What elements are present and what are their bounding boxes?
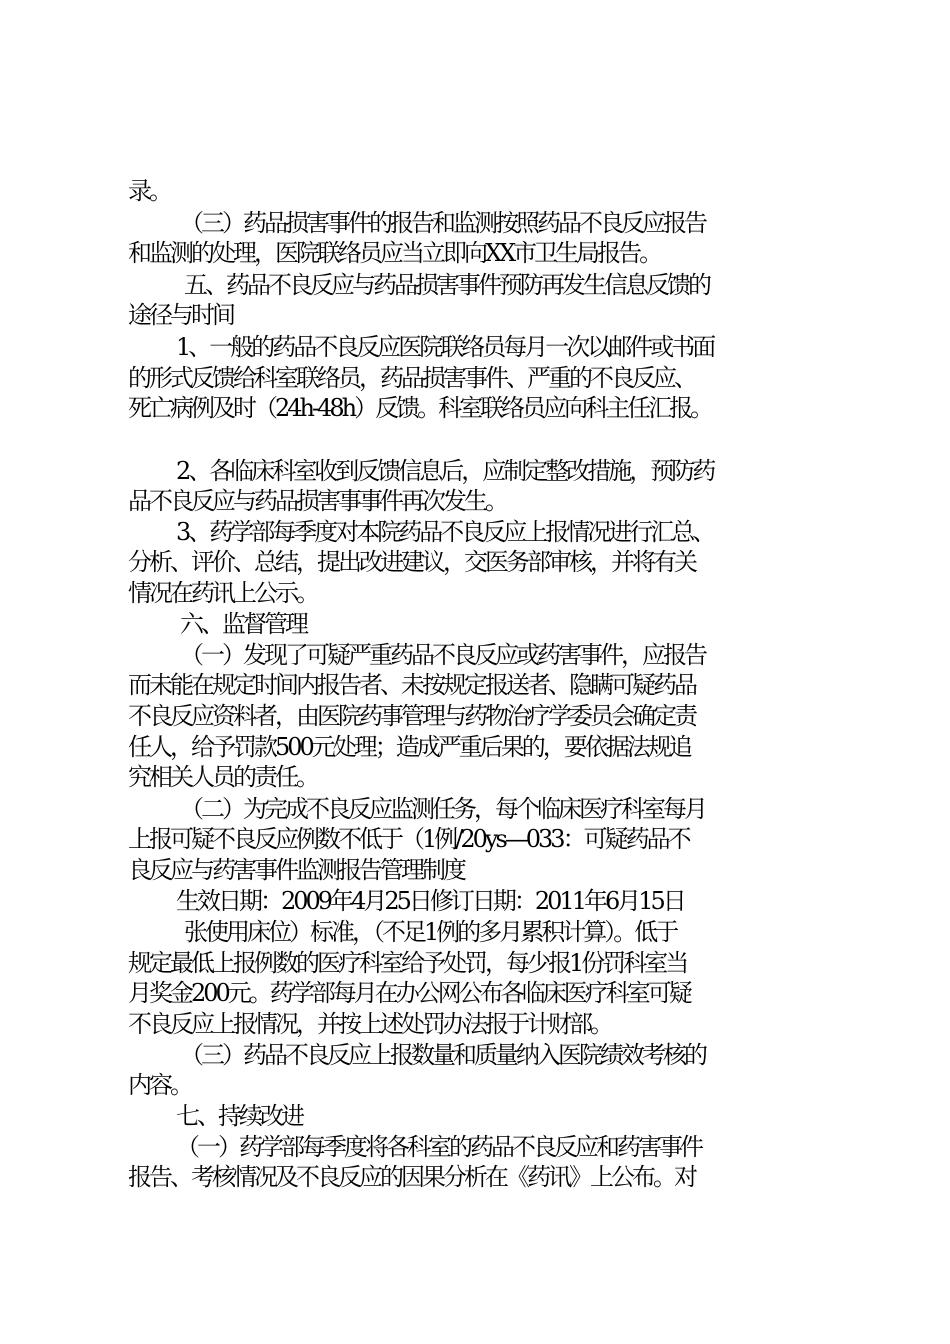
text-line: 不良反应资料者，由医院药事管理与药物治疗学委员会确定责 [128,702,695,730]
text-line: 录。 [128,177,170,205]
text-line: 的形式反馈给科室联络员，药品损害事件、严重的不良反应、 [128,364,695,392]
text-line: 究相关人员的责任。 [128,763,317,791]
text-line: （三）药品损害事件的报告和监测按照药品不良反应报告 [180,209,705,237]
text-line: 品不良反应与药品损害事事件再次发生。 [128,487,506,515]
text-line: 2、各临床科室收到反馈信息后，应制定整改措施，预防药 [176,457,714,485]
text-line: 死亡病例及时（24h-48h）反馈。科室联络员应向科主任汇报。 [128,394,712,422]
section-heading: 七、持续改进 [176,1102,302,1130]
text-line: 1、一般的药品不良反应医院联络员每月一次以邮件或书面 [176,333,714,361]
text-line: （一）发现了可疑严重药品不良反应或药害事件，应报告 [180,641,705,669]
text-line: 任人，给予罚款500元处理；造成严重后果的，要依据法规追 [128,733,690,761]
text-line: 3、药学部每季度对本院药品不良反应上报情况进行汇总、 [176,518,714,546]
text-line: 不良反应上报情况，并按上述处罚办法报于计财部。 [128,1010,611,1038]
section-heading: 五、药品不良反应与药品损害事件预防再发生信息反馈的 [184,271,709,299]
text-line: 报告、考核情况及不良反应的因果分析在《药讯》上公布。对 [128,1163,695,1191]
text-line: 上报可疑不良反应例数不低于（1例/20ys—033：可疑药品不 [128,825,689,853]
text-line: 内容。 [128,1071,191,1099]
text-line: 分析、评价、总结，提出改进建议，交医务部审核，并将有关 [128,548,695,576]
section-heading: 六、监督管理 [180,610,306,638]
text-line: 而未能在规定时间内报告者、未按规定报送者、隐瞒可疑药品 [128,671,695,699]
text-line: 张使用床位）标准，（不足1例的多月累积计算）。低于 [184,918,677,946]
text-line: （二）为完成不良反应监测任务，每个临床医疗科室每月 [180,795,705,823]
text-line: 月奖金200元。药学部每月在办公网公布各临床医疗科室可疑 [128,979,690,1007]
text-line: （一）药学部每季度将各科室的药品不良反应和药害事件 [176,1133,701,1161]
effective-date-line: 生效日期：2009年4月25日修订日期：2011年6月15日 [176,887,684,915]
text-line: 规定最低上报例数的医疗科室给予处罚，每少报1份罚科室当 [128,949,687,977]
section-heading: 途径与时间 [128,301,233,329]
text-line: 情况在药讯上公示。 [128,579,317,607]
text-line: 良反应与药害事件监测报告管理制度 [128,856,464,884]
text-line: （三）药品不良反应上报数量和质量纳入医院绩效考核的 [180,1041,705,1069]
text-line: 和监测的处理，医院联络员应当立即向XX市卫生局报告。 [128,239,661,267]
